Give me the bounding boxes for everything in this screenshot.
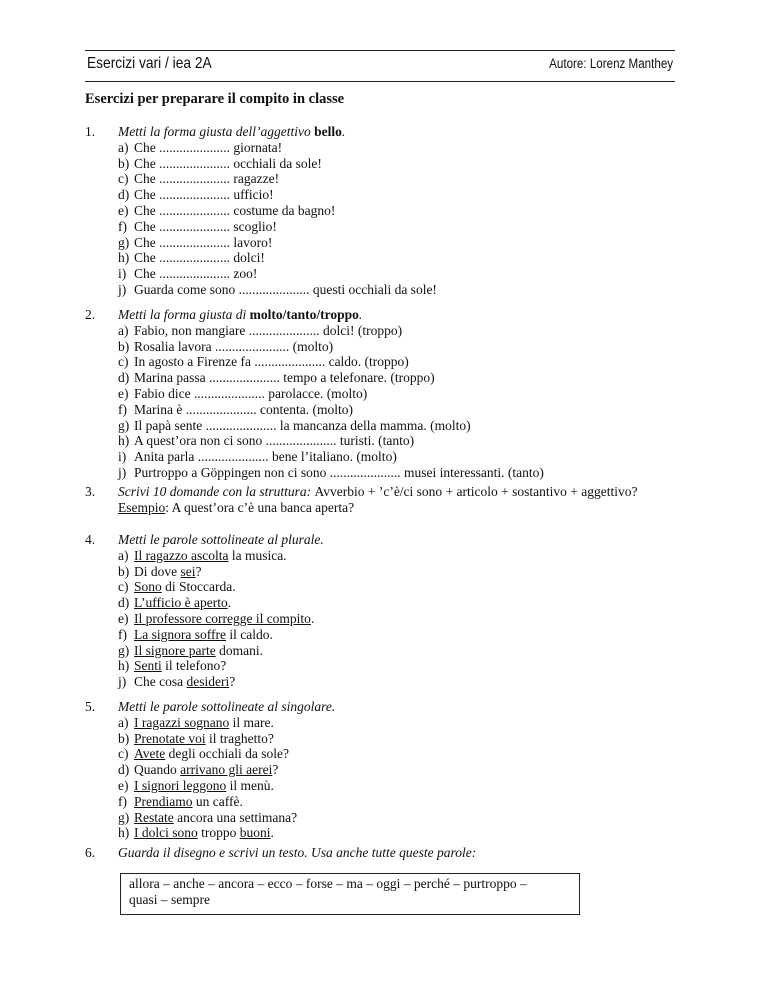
- item-letter: d): [118, 187, 130, 203]
- exercise-instruction: Guarda il disegno e scrivi un testo. Usa anche tutte queste parole:: [118, 845, 477, 860]
- item-letter: h): [118, 825, 130, 841]
- item-letter: a): [118, 139, 129, 155]
- underlined-text: I signori leggono: [134, 777, 227, 793]
- underlined-text: Il professore corregge il compito: [134, 610, 311, 626]
- item-text: Anita parla ..................... bene l’italiano. (molto): [134, 449, 397, 465]
- underlined-text: arrivano gli aerei: [180, 762, 273, 778]
- exercise-instruction: Metti la forma giusta di molto/tanto/troppo.: [118, 307, 363, 322]
- exercise-item: [118, 643, 678, 659]
- item-text: il traghetto?: [205, 730, 274, 746]
- item-text: ancora una settimana?: [173, 809, 298, 825]
- item-text: .: [270, 825, 274, 841]
- exercise-item: [118, 564, 678, 580]
- exercise-item: [118, 203, 678, 219]
- item-text: Purtroppo a Göppingen non ci sono ..................... musei interessanti. (tanto): [134, 464, 544, 480]
- item-text: il telefono?: [161, 658, 227, 674]
- item-text: Che cosa: [134, 674, 187, 690]
- exercise-items: [118, 715, 678, 841]
- item-letter: g): [118, 417, 130, 433]
- item-text: Che ..................... dolci!: [134, 250, 265, 266]
- header-author: Autore: Lorenz Manthey: [549, 56, 673, 71]
- exercise-item: [118, 746, 678, 762]
- item-letter: a): [118, 547, 129, 563]
- exercise-item: [118, 433, 678, 449]
- underlined-text: Sono: [134, 579, 162, 595]
- item-text: Che ..................... lavoro!: [134, 234, 273, 250]
- exercise-item: [118, 386, 678, 402]
- exercise-instruction: Metti le parole sottolineate al singolare.: [118, 699, 336, 714]
- item-letter: f): [118, 793, 127, 809]
- item-letter: j): [118, 464, 127, 480]
- exercise-item: [118, 595, 678, 611]
- item-letter: g): [118, 809, 130, 825]
- exercise-item: [118, 658, 678, 674]
- item-letter: i): [118, 449, 127, 465]
- underlined-text: Il ragazzo ascolta: [134, 547, 229, 563]
- page-title: Esercizi per preparare il compito in classe: [85, 91, 345, 107]
- item-text: Di dove: [134, 563, 181, 579]
- exercise-item: [118, 810, 678, 826]
- item-text: Che ..................... occhiali da sole!: [134, 155, 322, 171]
- item-letter: b): [118, 338, 130, 354]
- exercise-item: [118, 762, 678, 778]
- item-text: di Stoccarda.: [161, 579, 236, 595]
- item-text: Marina passa ..................... tempo a telefonare. (troppo): [134, 370, 435, 386]
- exercise-item: [118, 339, 678, 355]
- exercise-item: [118, 156, 678, 172]
- underlined-text: I ragazzi sognano: [134, 714, 230, 730]
- page-header: [85, 50, 675, 82]
- exercise-item: [118, 449, 678, 465]
- underlined-text: Avete: [134, 746, 166, 762]
- item-text: Quando: [134, 762, 181, 778]
- exercise-items: [118, 140, 678, 298]
- item-text: Che ..................... zoo!: [134, 266, 258, 282]
- word-box-line: quasi – sempre: [129, 891, 210, 907]
- item-letter: h): [118, 658, 130, 674]
- item-text: il menù.: [226, 777, 274, 793]
- exercise-number: 5.: [85, 699, 96, 714]
- exercise-item: [118, 266, 678, 282]
- item-text: un caffè.: [192, 793, 243, 809]
- item-text: domani.: [215, 642, 263, 658]
- item-text: ?: [229, 674, 236, 690]
- exercise-item: [118, 548, 678, 564]
- item-text: il mare.: [229, 714, 274, 730]
- underlined-text: buoni: [239, 825, 271, 841]
- exercise-item: [118, 825, 678, 841]
- item-letter: b): [118, 563, 130, 579]
- item-letter: c): [118, 354, 129, 370]
- exercise-items: [118, 548, 678, 690]
- item-text: In agosto a Firenze fa ..................... caldo. (troppo): [134, 354, 409, 370]
- item-letter: c): [118, 579, 129, 595]
- underlined-text: desideri: [186, 674, 230, 690]
- exercise-item: [118, 354, 678, 370]
- item-letter: d): [118, 762, 130, 778]
- exercise-instruction: Metti la forma giusta dell’aggettivo bello.: [118, 124, 346, 139]
- item-letter: f): [118, 626, 127, 642]
- underlined-text: sei: [180, 563, 196, 579]
- item-letter: f): [118, 218, 127, 234]
- item-letter: e): [118, 777, 129, 793]
- underlined-text: Senti: [134, 658, 162, 674]
- exercise-item: [118, 140, 678, 156]
- item-letter: j): [118, 281, 127, 297]
- item-text: troppo: [197, 825, 240, 841]
- item-text: ?: [272, 762, 279, 778]
- item-text: il caldo.: [225, 626, 273, 642]
- item-letter: d): [118, 370, 130, 386]
- exercise-item: [118, 627, 678, 643]
- item-text: .: [227, 595, 232, 611]
- item-letter: c): [118, 171, 129, 187]
- item-text: Marina è ..................... contenta. (molto): [134, 401, 353, 417]
- item-letter: j): [118, 674, 127, 690]
- item-letter: i): [118, 266, 127, 282]
- item-text: Che ..................... ufficio!: [134, 187, 274, 203]
- item-text: A quest’ora non ci sono ..................... turisti. (tanto): [134, 433, 415, 449]
- item-letter: e): [118, 202, 129, 218]
- word-box-line: allora – anche – ancora – ecco – forse – ma – oggi – perché – purtroppo –: [129, 876, 527, 891]
- item-letter: b): [118, 155, 130, 171]
- item-letter: a): [118, 322, 129, 338]
- item-text: Guarda come sono ..................... questi occhiali da sole!: [134, 281, 437, 297]
- underlined-text: Prendiamo: [134, 793, 193, 809]
- item-text: Fabio, non mangiare ..................... dolci! (troppo): [134, 322, 403, 338]
- exercise-item: [118, 282, 678, 298]
- exercise-number: 4.: [85, 532, 96, 547]
- item-letter: g): [118, 642, 130, 658]
- underlined-text: Il signore parte: [134, 642, 216, 658]
- item-text: Che ..................... ragazze!: [134, 171, 280, 187]
- exercise-item: [118, 402, 678, 418]
- exercise-item: [118, 219, 678, 235]
- item-text: Fabio dice ..................... parolacce. (molto): [134, 385, 368, 401]
- word-box: [120, 873, 580, 915]
- item-text: ?: [195, 563, 202, 579]
- exercise-item: [118, 187, 678, 203]
- exercise-instruction: Scrivi 10 domande con la struttura: Avverbio + ’c’è/ci sono + articolo + sostantivo + aggettivo?: [118, 484, 638, 499]
- item-letter: e): [118, 385, 129, 401]
- exercise-number: 3.: [85, 484, 96, 499]
- header-course: Esercizi vari / iea 2A: [87, 55, 212, 72]
- exercise-item: [118, 465, 678, 481]
- item-letter: c): [118, 746, 129, 762]
- exercise-item: [118, 171, 678, 187]
- item-letter: h): [118, 433, 130, 449]
- exercise-item: [118, 323, 678, 339]
- item-letter: h): [118, 250, 130, 266]
- underlined-text: La signora soffre: [134, 626, 226, 642]
- exercise-instruction: Metti le parole sottolineate al plurale.: [118, 532, 324, 547]
- exercise-item: [118, 370, 678, 386]
- underlined-text: Prenotate voi: [134, 730, 206, 746]
- item-text: Che ..................... giornata!: [134, 139, 283, 155]
- underlined-text: I dolci sono: [134, 825, 198, 841]
- item-text: Rosalia lavora ...................... (molto): [134, 338, 334, 354]
- exercise-item: [118, 731, 678, 747]
- exercise-item: [118, 418, 678, 434]
- exercise-item: [118, 250, 678, 266]
- exercise-number: 1.: [85, 124, 96, 139]
- example-line: Esempio: A quest’ora c’è una banca aperta?: [118, 499, 355, 515]
- exercise-item: [118, 778, 678, 794]
- item-text: Il papà sente ..................... la mancanza della mamma. (molto): [134, 417, 471, 433]
- item-letter: f): [118, 401, 127, 417]
- item-text: degli occhiali da sole?: [165, 746, 289, 762]
- underlined-text: Restate: [134, 809, 174, 825]
- item-letter: a): [118, 714, 129, 730]
- item-text: .: [310, 610, 315, 626]
- exercise-number: 6.: [85, 845, 96, 860]
- item-letter: g): [118, 234, 130, 250]
- exercise-item: [118, 579, 678, 595]
- item-letter: e): [118, 610, 129, 626]
- item-letter: b): [118, 730, 130, 746]
- exercise-item: [118, 611, 678, 627]
- exercise-items: [118, 323, 678, 481]
- item-text: Che ..................... scoglio!: [134, 218, 277, 234]
- exercise-number: 2.: [85, 307, 96, 322]
- item-letter: d): [118, 595, 130, 611]
- item-text: la musica.: [228, 547, 287, 563]
- exercise-item: [118, 235, 678, 251]
- exercise-item: [118, 674, 678, 690]
- item-text: Che ..................... costume da bagno!: [134, 202, 336, 218]
- underlined-text: L’ufficio è aperto: [134, 595, 228, 611]
- exercise-item: [118, 794, 678, 810]
- exercise-item: [118, 715, 678, 731]
